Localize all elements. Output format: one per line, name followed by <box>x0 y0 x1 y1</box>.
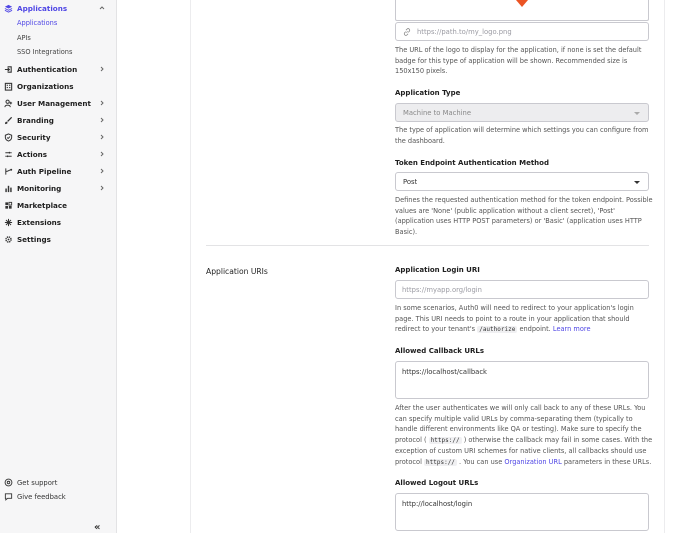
application-type-label: Application Type <box>395 89 461 97</box>
sidebar-item-label: User Management <box>17 98 91 108</box>
sidebar-item-label: Auth Pipeline <box>17 166 72 176</box>
logout-urls-value: http://localhost/login <box>402 500 473 508</box>
login-uri-help <box>395 303 653 336</box>
chevron-up-icon <box>98 4 106 12</box>
brand-logo-icon <box>514 0 530 9</box>
sidebar-item-marketplace[interactable] <box>0 197 117 213</box>
chevron-right-icon <box>98 99 106 107</box>
token-method-label: Token Endpoint Authentication Method <box>395 159 549 167</box>
gear-icon <box>4 235 13 244</box>
grid-icon <box>4 201 13 210</box>
logo-help-text: The URL of the logo to display for the application, if none is set the default badge for this type of application will be shown. Recommended size is 150x150 pixels. <box>395 46 642 76</box>
callback-urls-value: https://localhost/callback <box>402 368 487 376</box>
sidebar <box>0 0 117 533</box>
sidebar-item-label: Monitoring <box>17 183 62 193</box>
chevron-right-icon <box>98 167 106 175</box>
sidebar-item-actions[interactable] <box>0 146 117 162</box>
callback-help-text-4: parameters in these URLs. <box>563 457 652 466</box>
application-type-select <box>395 103 649 122</box>
login-uri-placeholder: https://myapp.org/login <box>402 285 482 294</box>
sidebar-item-monitoring[interactable] <box>0 180 117 196</box>
give-feedback-label: Give feedback <box>17 492 66 501</box>
callback-help-text-2: ) otherwise the callback may fail in some cases. With the exception of custom URI schemes for native clients, all callbacks should use protocol <box>395 435 653 466</box>
logo-url-placeholder: https://path.to/my_logo.png <box>417 27 512 36</box>
authorize-code: /authorize <box>479 326 516 334</box>
logout-urls-label: Allowed Logout URLs <box>395 479 479 487</box>
sidebar-subitem-sso-integrations[interactable]: SSO Integrations <box>17 48 73 56</box>
sidebar-item-label: Security <box>17 132 51 142</box>
sidebar-item-applications[interactable] <box>0 0 117 16</box>
login-uri-help-text: In some scenarios, Auth0 will need to redirect to your application's login page. This URI needs to point to a route in your application that should redirect to your tenant's <box>395 304 634 334</box>
organization-url-link[interactable]: Organization URL <box>504 457 562 466</box>
learn-more-link[interactable]: Learn more <box>552 325 591 334</box>
chevron-right-icon <box>98 184 106 192</box>
sidebar-item-user-management[interactable] <box>0 95 117 111</box>
sidebar-item-label: Actions <box>17 149 48 159</box>
login-uri-input[interactable] <box>395 280 649 299</box>
actions-icon <box>4 150 13 159</box>
logout-urls-textarea[interactable] <box>395 493 649 531</box>
token-method-select[interactable] <box>395 172 649 191</box>
callback-help-text-1: After the user authenticates we will only call back to any of these URLs. You can specify multiple valid URLs by comma-separating them (typically to handle different environments like QA or testing). Make sure to specify the protocol ( <box>395 404 646 444</box>
application-uris-title: Application URIs <box>206 267 268 276</box>
token-method-help: Defines the requested authentication method for the token endpoint. Possible values are 'None' (public application without a client secret), 'Post' (application uses HTTP POST parameters) or 'Basic' (application uses HTTP Basic). <box>395 196 653 236</box>
https-code-1: https:// <box>430 436 460 444</box>
feedback-icon <box>4 492 13 501</box>
sidebar-subitem-applications[interactable]: Applications <box>17 19 58 27</box>
sidebar-item-label: Extensions <box>17 217 62 227</box>
pipeline-icon <box>4 167 13 176</box>
users-icon <box>4 99 13 108</box>
sidebar-item-security[interactable] <box>0 129 117 145</box>
application-type-help: The type of application will determine which settings you can configure from the dashboard. <box>395 126 649 145</box>
brush-icon <box>4 116 13 125</box>
building-icon <box>4 82 13 91</box>
sidebar-item-settings[interactable] <box>0 231 117 247</box>
link-icon <box>403 28 411 36</box>
sidebar-item-label: Settings <box>17 234 51 244</box>
sidebar-item-label: Organizations <box>17 81 74 91</box>
give-feedback-link[interactable] <box>4 492 66 501</box>
get-support-label: Get support <box>17 478 58 487</box>
chevron-right-icon <box>98 133 106 141</box>
chevron-down-icon <box>634 181 640 184</box>
chevron-right-icon <box>98 150 106 158</box>
sidebar-item-label: Applications <box>17 3 68 13</box>
sidebar-item-extensions[interactable] <box>0 214 117 230</box>
login-icon <box>4 65 13 74</box>
chevron-right-icon <box>98 116 106 124</box>
sidebar-item-branding[interactable] <box>0 112 117 128</box>
chart-icon <box>4 184 13 193</box>
get-support-link[interactable] <box>4 478 57 487</box>
logo-preview <box>395 0 649 21</box>
application-type-value: Machine to Machine <box>403 108 472 117</box>
login-uri-label: Application Login URI <box>395 266 480 274</box>
sidebar-item-label: Marketplace <box>17 200 68 210</box>
chevron-down-icon <box>634 112 640 115</box>
callback-help-text-3: . You can use <box>459 457 503 466</box>
help-circle-icon <box>4 478 13 487</box>
layers-icon <box>4 4 13 13</box>
token-method-value: Post <box>403 177 418 186</box>
https-code-2: https:// <box>426 458 455 466</box>
sidebar-item-auth-pipeline[interactable] <box>0 163 117 179</box>
callback-urls-label: Allowed Callback URLs <box>395 347 485 355</box>
sidebar-subitem-apis[interactable]: APIs <box>17 34 31 42</box>
chevron-right-icon <box>98 65 106 73</box>
login-uri-help-text-2: endpoint. <box>519 325 551 334</box>
sidebar-item-authentication[interactable] <box>0 61 117 77</box>
sidebar-item-label: Authentication <box>17 64 78 74</box>
section-divider <box>206 245 649 246</box>
sidebar-item-organizations[interactable] <box>0 78 117 94</box>
logo-url-input[interactable] <box>395 22 649 41</box>
callback-urls-help <box>395 403 653 469</box>
callback-urls-textarea[interactable] <box>395 361 649 399</box>
collapse-sidebar-button[interactable]: « <box>94 522 101 533</box>
sidebar-item-label: Branding <box>17 115 54 125</box>
extension-icon <box>4 218 13 227</box>
shield-icon <box>4 133 13 142</box>
